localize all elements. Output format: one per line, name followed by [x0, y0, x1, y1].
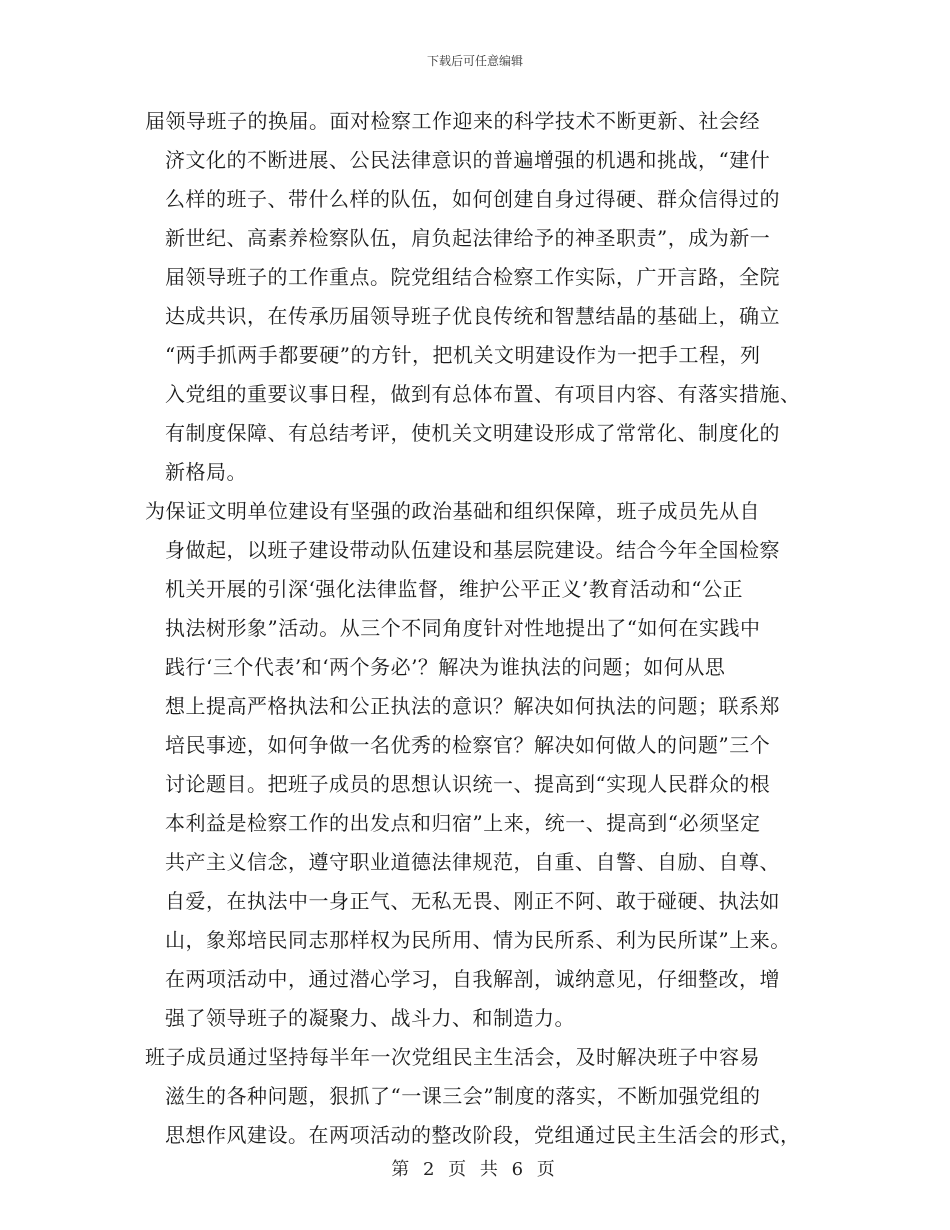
page-number: 第 2 页 共 6 页 — [391, 1159, 559, 1180]
text-line: 共产主义信念，遵守职业道德法律规范，自重、自警、自励、自尊、 — [165, 850, 780, 874]
text-line: 为保证文明单位建设有坚强的政治基础和组织保障，班子成员先从自 — [145, 499, 760, 523]
text-line: 自爱，在执法中一身正气、无私无畏、刚正不阿、敢于碰硬、执法如 — [165, 889, 780, 913]
text-line: 机关开展的引深‘强化法律监督，维护公平正义’教育活动和“公正 — [165, 577, 743, 601]
text-line: 么样的班子、带什么样的队伍，如何创建自身过得硬、群众信得过的 — [165, 187, 780, 211]
text-line: 有制度保障、有总结考评，使机关文明建设形成了常常化、制度化的 — [165, 421, 780, 445]
text-line: 滋生的各种问题，狠抓了“一课三会”制度的落实，不断加强党组的 — [165, 1084, 761, 1108]
text-line: 强了领导班子的凝聚力、战斗力、和制造力。 — [165, 1006, 575, 1030]
text-line: 达成共识，在传承历届领导班子优良传统和智慧结晶的基础上，确立 — [165, 304, 780, 328]
text-line: 山，象郑培民同志那样权为民所用、情为民所系、利为民所谋”上来。 — [165, 928, 791, 952]
text-line: “两手抓两手都要硬”的方针，把机关文明建设作为一把手工程，列 — [165, 343, 761, 367]
text-line: 届领导班子的工作重点。院党组结合检察工作实际，广开言路，全院 — [165, 265, 780, 289]
text-line: 践行‘三个代表’和‘两个务必’？解决为谁执法的问题；如何从思 — [165, 655, 726, 679]
text-line: 培民事迹，如何争做一名优秀的检察官？解决如何做人的问题”三个 — [165, 733, 771, 757]
text-line: 济文化的不断进展、公民法律意识的普遍增强的机遇和挑战，“建什 — [165, 148, 771, 172]
text-line: 在两项活动中，通过潜心学习，自我解剖，诚纳意见，仔细整改，增 — [165, 967, 780, 991]
text-line: 想上提高严格执法和公正执法的意识？解决如何执法的问题；联系郑 — [165, 694, 780, 718]
text-line: 班子成员通过坚持每半年一次党组民主生活会，及时解决班子中容易 — [145, 1045, 760, 1069]
document-body — [145, 102, 805, 1155]
text-line: 入党组的重要议事日程，做到有总体布置、有项目内容、有落实措施、 — [165, 382, 801, 406]
page-header-note: 下载后可任意编辑 — [426, 54, 523, 68]
text-line: 新世纪、高素养检察队伍，肩负起法律给予的神圣职责”，成为新一 — [165, 226, 771, 250]
text-line: 届领导班子的换届。面对检察工作迎来的科学技术不断更新、社会经 — [145, 109, 760, 133]
text-line: 本利益是检察工作的出发点和归宿”上来，统一、提高到“必须坚定 — [165, 811, 761, 835]
text-line: 思想作风建设。在两项活动的整改阶段，党组通过民主生活会的形式， — [165, 1123, 801, 1147]
text-line: 身做起，以班子建设带动队伍建设和基层院建设。结合今年全国检察 — [165, 538, 780, 562]
text-line: 执法树形象”活动。从三个不同角度针对性地提出了“如何在实践中 — [165, 616, 761, 640]
text-line: 新格局。 — [165, 460, 247, 484]
text-line: 讨论题目。把班子成员的思想认识统一、提高到“实现人民群众的根 — [165, 772, 771, 796]
